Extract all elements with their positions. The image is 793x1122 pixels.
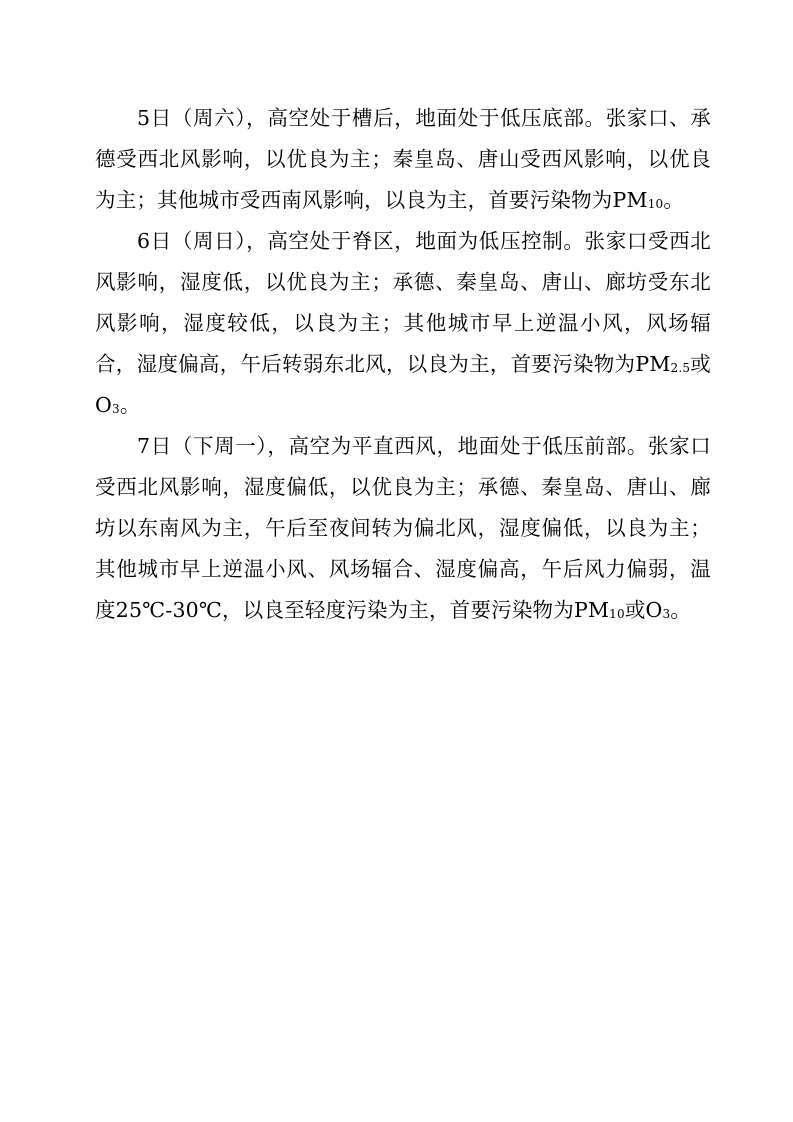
pm-subscript: 2.5 [670, 361, 691, 375]
paragraph-text: 7日（下周一），高空为平直西风，地面处于低压前部。张家口受西北风影响，湿度偏低，以优良为主；承德、秦皇岛、唐山、廊坊以东南风为主，午后至夜间转为偏北风，湿度偏低，以良为主；其他城市早上逆温小风、风场辐合、湿度偏高，午后风力偏弱，温度25℃-30℃，以良至轻度污染为主，首要污染物为PM [95, 434, 711, 622]
paragraph-tail: 。 [663, 188, 685, 212]
pm-subscript: 10 [647, 197, 664, 211]
forecast-paragraph-day5 [95, 98, 711, 221]
pm-subscript: 10 [609, 607, 625, 621]
paragraph-text: 6日（周日），高空处于脊区，地面为低压控制。张家口受西北风影响，湿度低，以优良为主；承德、秦皇岛、唐山、廊坊受东北风影响，湿度较低，以良为主；其他城市早上逆温小风，风场辐合，湿度偏高，午后转弱东北风，以良为主，首要污染物为PM [95, 229, 711, 376]
paragraph-connector: 或O [95, 352, 712, 417]
o3-subscript: 3 [112, 402, 120, 416]
document-body [95, 98, 711, 631]
paragraph-connector: 或O [624, 598, 663, 622]
paragraph-tail: 。 [670, 598, 692, 622]
o3-subscript: 3 [662, 607, 671, 621]
forecast-paragraph-day7 [95, 426, 711, 631]
paragraph-text: 5日（周六），高空处于槽后，地面处于低压底部。张家口、承德受西北风影响，以优良为主；秦皇岛、唐山受西风影响，以优良为主；其他城市受西南风影响，以良为主，首要污染物为PM [95, 106, 711, 212]
forecast-paragraph-day6 [95, 221, 711, 426]
paragraph-tail: 。 [119, 393, 141, 417]
